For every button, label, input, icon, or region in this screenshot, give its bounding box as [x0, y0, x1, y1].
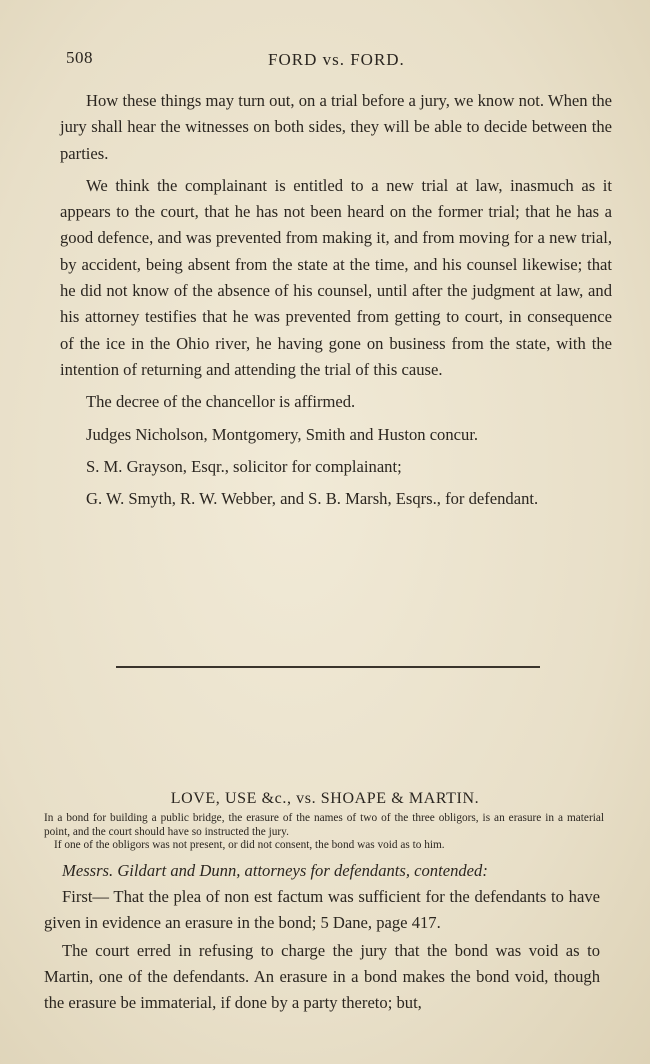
running-title: FORD vs. FORD.	[268, 50, 405, 69]
paragraph: First— That the plea of non est factum was sufficient for the defendants to have given in evidence an erasure in the bond; 5 Dane, page 417.	[44, 887, 600, 932]
section-divider	[116, 666, 540, 668]
paragraph: We think the complainant is entitled to a new trial at law, inasmuch as it appears to the court, that he has not been heard on the former trial; that he has a good defence, and was prevented from making it, and from moving for a new trial, by accident, being absent from the state at the time, and his counsel likewise; that he did not know of the absence of his counsel, until after the judgment at law, and his attorney testifies that he was prevented from getting to court, in consequence of the ice in the Ohio river, he having gone on business from the state, with the intention of returning and attending the trial of this cause.	[60, 175, 612, 379]
syllabus-line: In a bond for building a public bridge, the erasure of the names of two of the three obligors, is an erasure in a material point, and the court should have so instructed the jury.	[44, 812, 604, 838]
decree-line: The decree of the chancellor is affirmed.	[86, 392, 356, 412]
syllabus-line: If one of the obligors was not present, or did not consent, the bond was void as to him.	[54, 839, 445, 851]
paragraph: The court erred in refusing to charge the jury that the bond was void as to Martin, one of the defendants. An erasure in a bond makes the bond void, though the erasure be immaterial, if done by a party thereto; but,	[44, 941, 600, 1012]
page-number: 508	[66, 48, 93, 67]
paragraph: How these things may turn out, on a trial before a jury, we know not. When the jury shall hear the witnesses on both sides, they will be able to decide between the parties.	[60, 91, 612, 163]
argument-text	[44, 858, 600, 1018]
defendant-counsel-line: G. W. Smyth, R. W. Webber, and S. B. Marsh, Esqrs., for defendant.	[86, 489, 539, 509]
counsel-line: Messrs. Gildart and Dunn, attorneys for defendants, contended:	[62, 861, 488, 880]
judges-line: Judges Nicholson, Montgomery, Smith and Huston concur.	[86, 424, 479, 444]
syllabus	[44, 812, 604, 853]
case-title: LOVE, USE &c., vs. SHOAPE & MARTIN.	[170, 790, 480, 807]
opinion-text	[60, 88, 612, 518]
complainant-counsel-line: S. M. Grayson, Esqr., solicitor for complainant;	[86, 456, 402, 476]
running-head	[0, 48, 650, 72]
